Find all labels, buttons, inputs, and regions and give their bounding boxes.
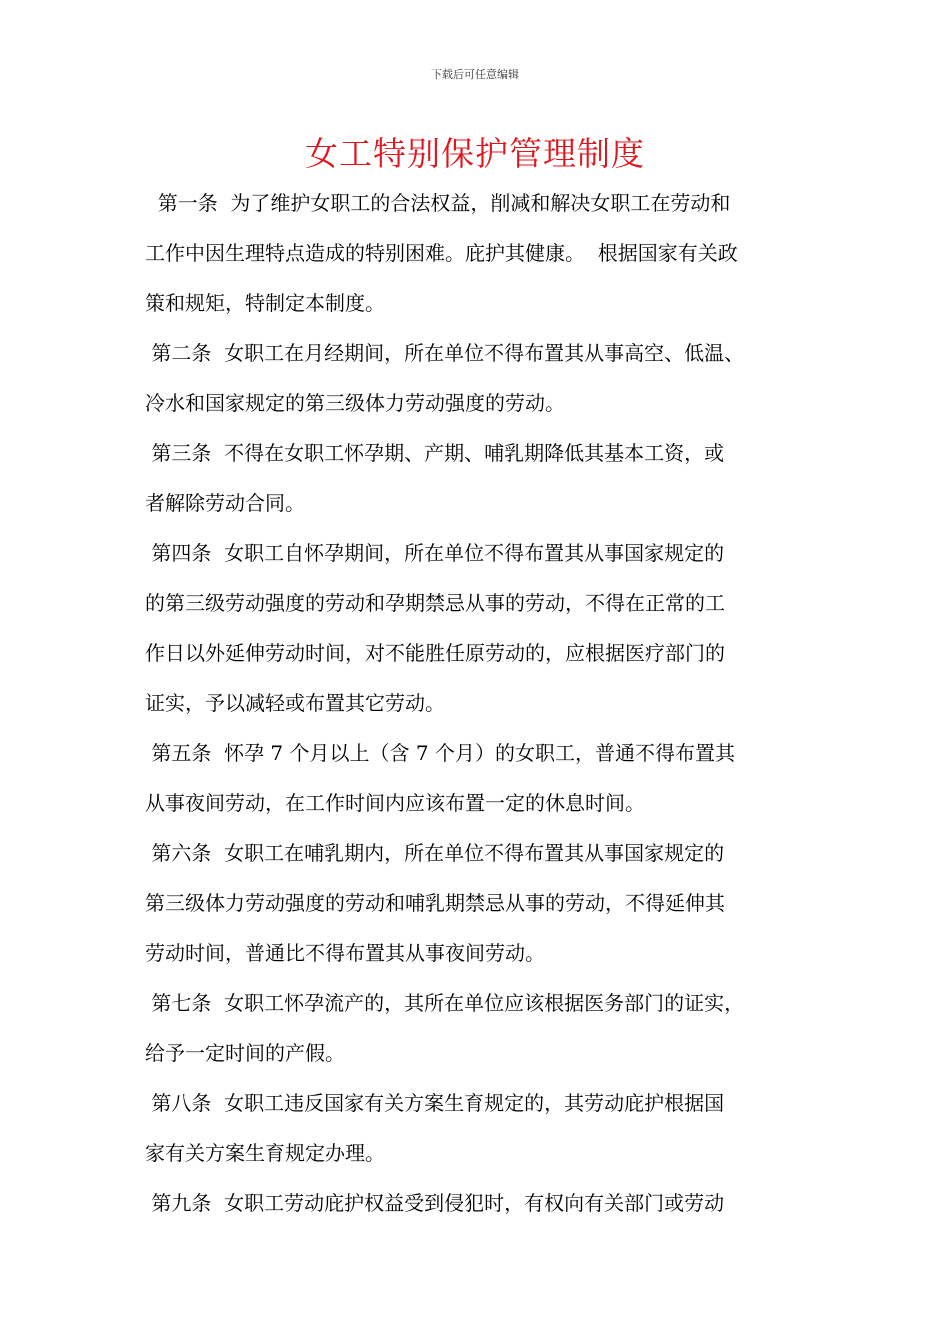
text-line: 第一条 为了维护女职工的合法权益，削减和解决女职工在劳动和	[145, 191, 731, 215]
text-line: 第四条 女职工自怀孕期间，所在单位不得布置其从事国家规定的	[145, 541, 725, 565]
text-line: 家有关方案生育规定办理。	[145, 1141, 385, 1165]
text-line: 证实，予以减轻或布置其它劳动。	[145, 691, 445, 715]
text-line: 冷水和国家规定的第三级体力劳动强度的劳动。	[145, 391, 565, 415]
text-line: 的第三级劳动强度的劳动和孕期禁忌从事的劳动，不得在正常的工	[145, 591, 725, 615]
text-line: 第三级体力劳动强度的劳动和哺乳期禁忌从事的劳动，不得延伸其	[145, 891, 725, 915]
text-line: 第七条 女职工怀孕流产的，其所在单位应该根据医务部门的证实，	[145, 991, 745, 1015]
text-line: 第三条 不得在女职工怀孕期、产期、哺乳期降低其基本工资，或	[145, 441, 725, 465]
text-line: 从事夜间劳动，在工作时间内应该布置一定的休息时间。	[145, 791, 645, 815]
text-line: 作日以外延伸劳动时间，对不能胜任原劳动的，应根据医疗部门的	[145, 641, 725, 665]
document-body	[145, 178, 825, 1228]
text-line: 第二条 女职工在月经期间，所在单位不得布置其从事高空、低温、	[145, 341, 745, 365]
text-line: 给予一定时间的产假。	[145, 1041, 345, 1065]
text-line: 策和规矩，特制定本制度。	[145, 291, 385, 315]
text-line: 者解除劳动合同。	[145, 491, 305, 515]
document-title: 女工特别保护管理制度	[305, 134, 645, 173]
text-line: 劳动时间，普通比不得布置其从事夜间劳动。	[145, 941, 545, 965]
text-line: 第五条 怀孕 7 个月以上（含 7 个月）的女职工，普通不得布置其	[145, 741, 735, 765]
text-line: 第六条 女职工在哺乳期内，所在单位不得布置其从事国家规定的	[145, 841, 725, 865]
text-line: 第八条 女职工违反国家有关方案生育规定的，其劳动庇护根据国	[145, 1091, 725, 1115]
header-note: 下载后可任意编辑	[431, 68, 519, 81]
text-line: 第九条 女职工劳动庇护权益受到侵犯时，有权向有关部门或劳动	[145, 1191, 725, 1215]
text-line: 工作中因生理特点造成的特别困难。庇护其健康。 根据国家有关政	[145, 241, 738, 265]
